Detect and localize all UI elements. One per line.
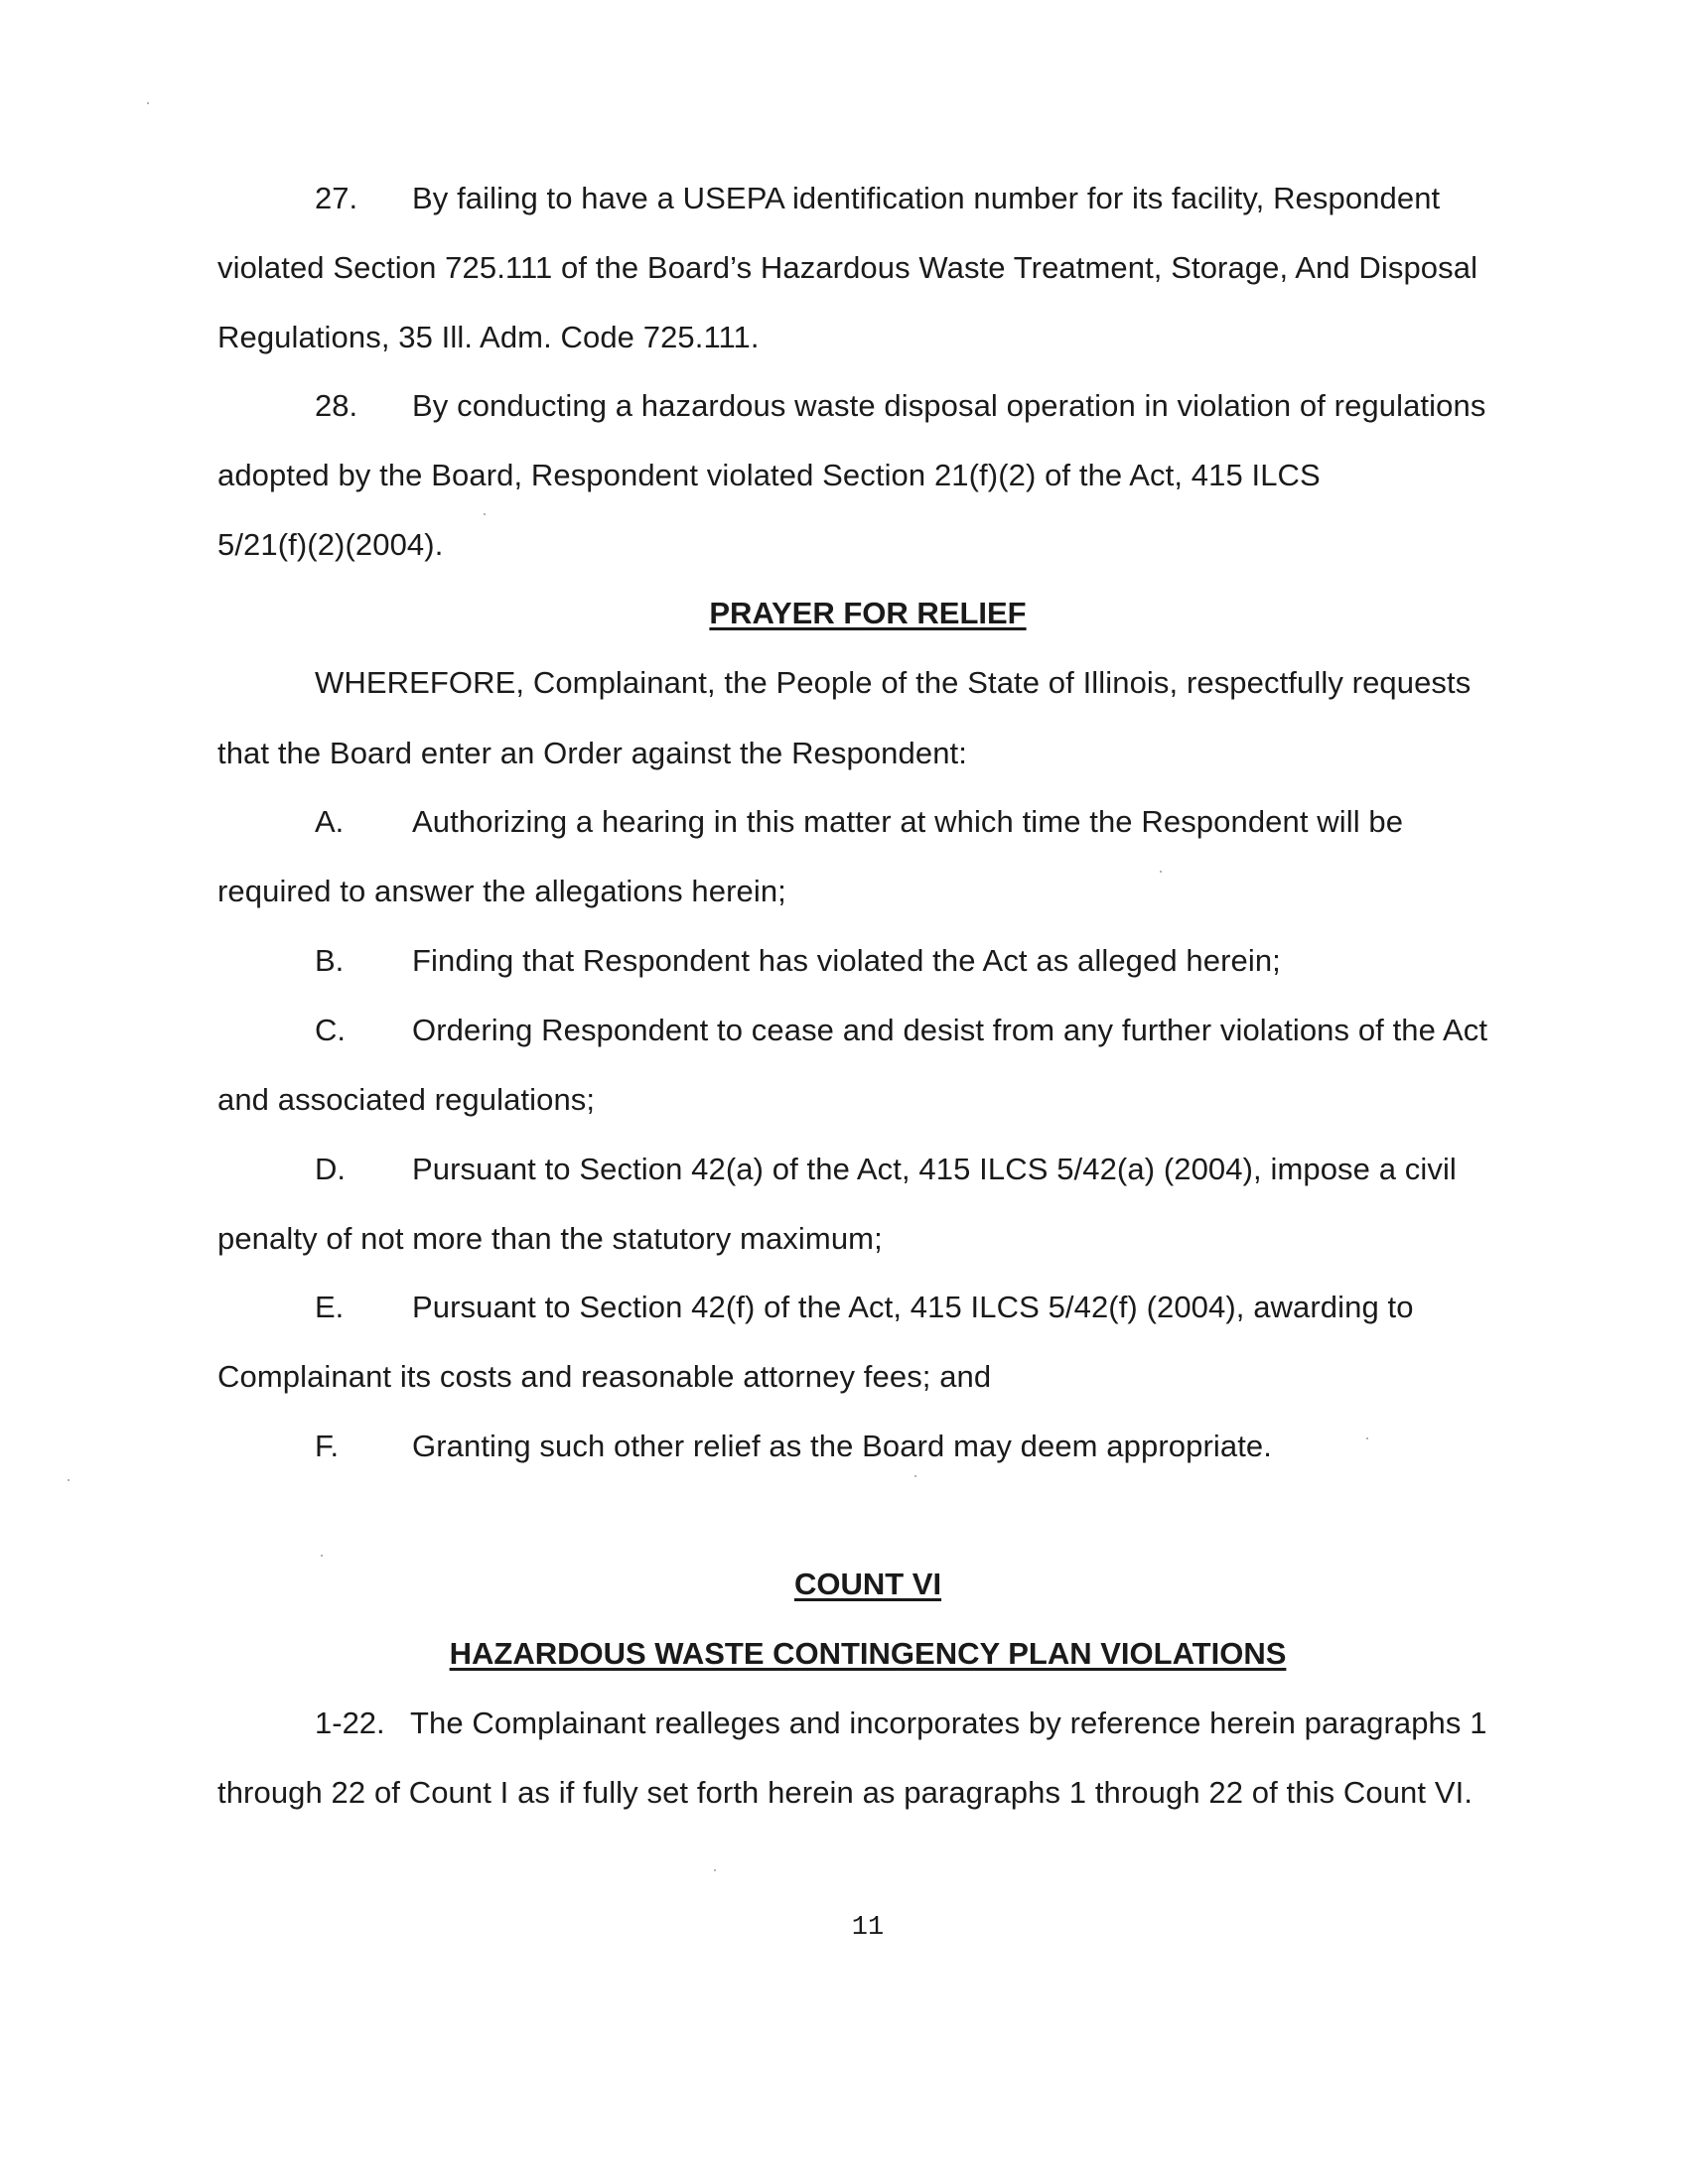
item-d-line-1: Pursuant to Section 42(a) of the Act, 415 ILCS 5/42(a) (2004), impose a civil bbox=[412, 1152, 1457, 1186]
count-vi-subheading: HAZARDOUS WASTE CONTINGENCY PLAN VIOLATIONS bbox=[449, 1636, 1287, 1671]
wherefore-line-2: that the Board enter an Order against the Respondent: bbox=[217, 736, 967, 770]
item-e-line-2: Complainant its costs and reasonable attorney fees; and bbox=[217, 1359, 992, 1394]
item-a-line-2: required to answer the allegations herein; bbox=[217, 874, 786, 908]
scan-speck bbox=[321, 1555, 323, 1557]
scan-speck bbox=[914, 1475, 916, 1477]
item-b-letter: B. bbox=[315, 943, 345, 978]
item-e-letter: E. bbox=[315, 1290, 345, 1324]
scan-speck bbox=[714, 1869, 716, 1871]
item-b-line-1: Finding that Respondent has violated the Act as alleged herein; bbox=[412, 943, 1281, 978]
paragraph-28-line-2: adopted by the Board, Respondent violated Section 21(f)(2) of the Act, 415 ILCS bbox=[217, 458, 1321, 492]
paragraph-1-22-number: 1-22. bbox=[315, 1706, 385, 1740]
paragraph-1-22-line-2: through 22 of Count I as if fully set forth herein as paragraphs 1 through 22 of this Count VI. bbox=[217, 1775, 1474, 1810]
wherefore-line-1: WHEREFORE, Complainant, the People of the State of Illinois, respectfully requests bbox=[315, 665, 1472, 700]
scan-speck bbox=[1160, 871, 1162, 873]
item-f-line-1: Granting such other relief as the Board may deem appropriate. bbox=[412, 1429, 1272, 1463]
item-d-letter: D. bbox=[315, 1152, 346, 1186]
paragraph-27-number: 27. bbox=[315, 181, 358, 215]
count-vi-heading: COUNT VI bbox=[793, 1567, 942, 1601]
scan-speck bbox=[147, 102, 149, 104]
item-f-letter: F. bbox=[315, 1429, 340, 1463]
item-c-line-2: and associated regulations; bbox=[217, 1082, 596, 1117]
paragraph-28-line-1: By conducting a hazardous waste disposal operation in violation of regulations bbox=[412, 388, 1486, 423]
scan-speck bbox=[68, 1479, 70, 1481]
prayer-for-relief-heading: PRAYER FOR RELIEF bbox=[709, 596, 1027, 630]
item-a-letter: A. bbox=[315, 804, 345, 839]
paragraph-28-number: 28. bbox=[315, 388, 358, 423]
item-d-line-2: penalty of not more than the statutory maximum; bbox=[217, 1221, 883, 1256]
scan-speck bbox=[1366, 1437, 1368, 1439]
scan-speck bbox=[484, 513, 486, 515]
item-c-line-1: Ordering Respondent to cease and desist from any further violations of the Act bbox=[412, 1013, 1488, 1047]
paragraph-27-line-1: By failing to have a USEPA identification number for its facility, Respondent bbox=[412, 181, 1441, 215]
item-e-line-1: Pursuant to Section 42(f) of the Act, 415 ILCS 5/42(f) (2004), awarding to bbox=[412, 1290, 1414, 1324]
item-a-line-1: Authorizing a hearing in this matter at which time the Respondent will be bbox=[412, 804, 1404, 839]
paragraph-1-22-line-1: The Complainant realleges and incorporates by reference herein paragraphs 1 bbox=[410, 1706, 1487, 1740]
item-c-letter: C. bbox=[315, 1013, 346, 1047]
paragraph-27-line-2: violated Section 725.111 of the Board’s Hazardous Waste Treatment, Storage, And Disposal bbox=[217, 250, 1478, 285]
paragraph-28-line-3: 5/21(f)(2)(2004). bbox=[217, 527, 444, 562]
paragraph-27-line-3: Regulations, 35 Ill. Adm. Code 725.111. bbox=[217, 320, 760, 354]
page-number: 11 bbox=[851, 1913, 885, 1943]
